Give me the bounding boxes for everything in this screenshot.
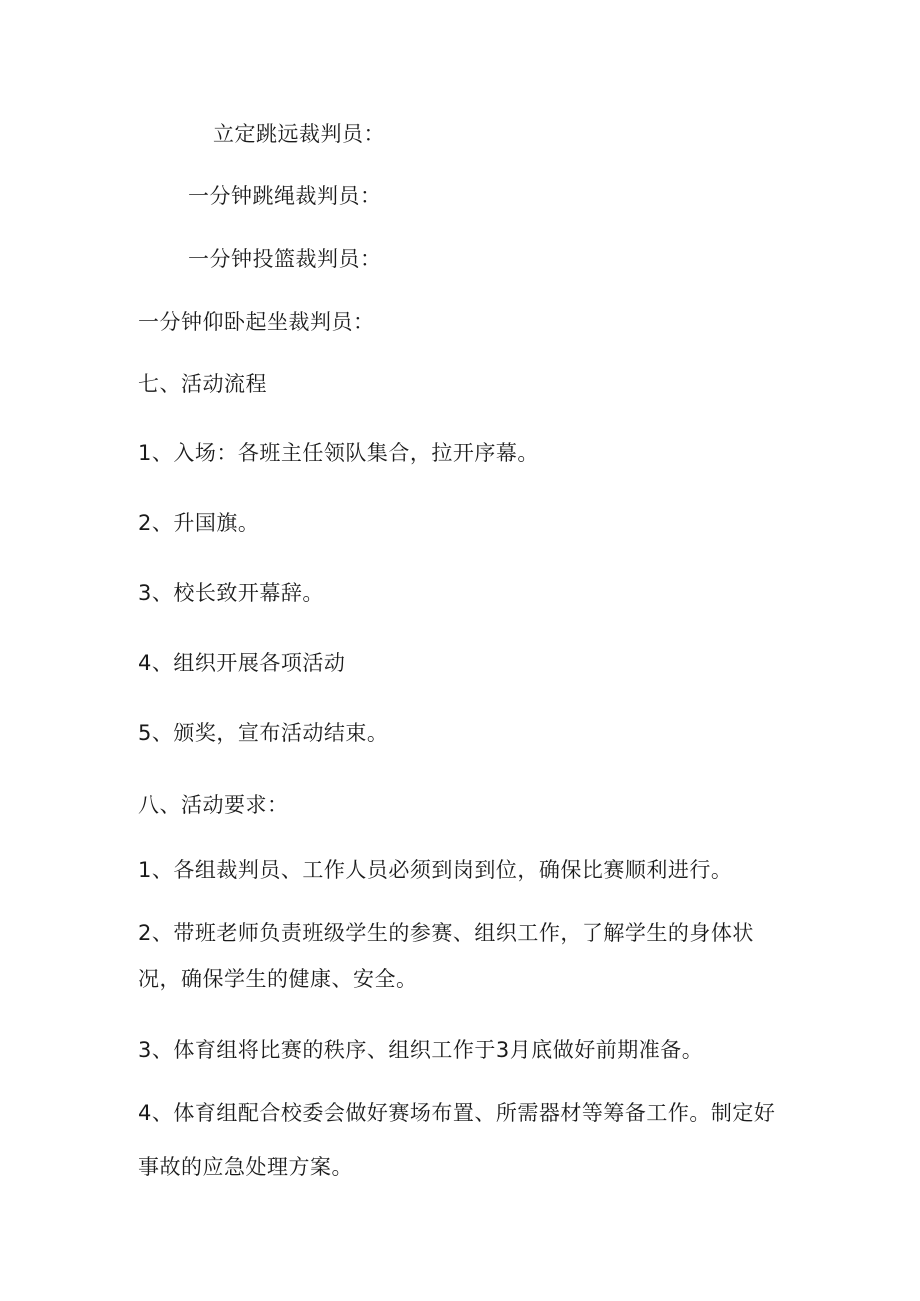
section-7-heading: 七、活动流程 — [138, 372, 267, 396]
referee-one-minute-shooting: 一分钟投篮裁判员： — [188, 247, 382, 271]
section-7-item-2: 2、升国旗。 — [138, 511, 260, 535]
section-8-heading: 八、活动要求： — [138, 793, 289, 817]
section-7-item-4: 4、组织开展各项活动 — [138, 651, 346, 675]
section-8-item-1: 1、各组裁判员、工作人员必须到岗到位，确保比赛顺利进行。 — [138, 858, 733, 882]
referee-one-minute-rope-skipping: 一分钟跳绳裁判员： — [188, 184, 382, 208]
section-7-item-5: 5、颁奖，宣布活动结束。 — [138, 721, 389, 745]
section-8-item-3: 3、体育组将比赛的秩序、组织工作于3月底做好前期准备。 — [138, 1038, 704, 1062]
referee-one-minute-situps: 一分钟仰卧起坐裁判员： — [138, 310, 375, 334]
section-8-item-4: 4、体育组配合校委会做好赛场布置、所需器材等筹备工作。制定好 — [138, 1101, 776, 1125]
section-8-item-2: 2、带班老师负责班级学生的参赛、组织工作，了解学生的身体状 — [138, 921, 754, 945]
section-8-item-2-continued: 况，确保学生的健康、安全。 — [138, 967, 418, 991]
section-7-item-1: 1、入场：各班主任领队集合，拉开序幕。 — [138, 441, 539, 465]
section-7-item-3: 3、校长致开幕辞。 — [138, 581, 324, 605]
section-8-item-4-continued: 事故的应急处理方案。 — [138, 1155, 353, 1179]
referee-standing-long-jump: 立定跳远裁判员： — [213, 122, 385, 146]
